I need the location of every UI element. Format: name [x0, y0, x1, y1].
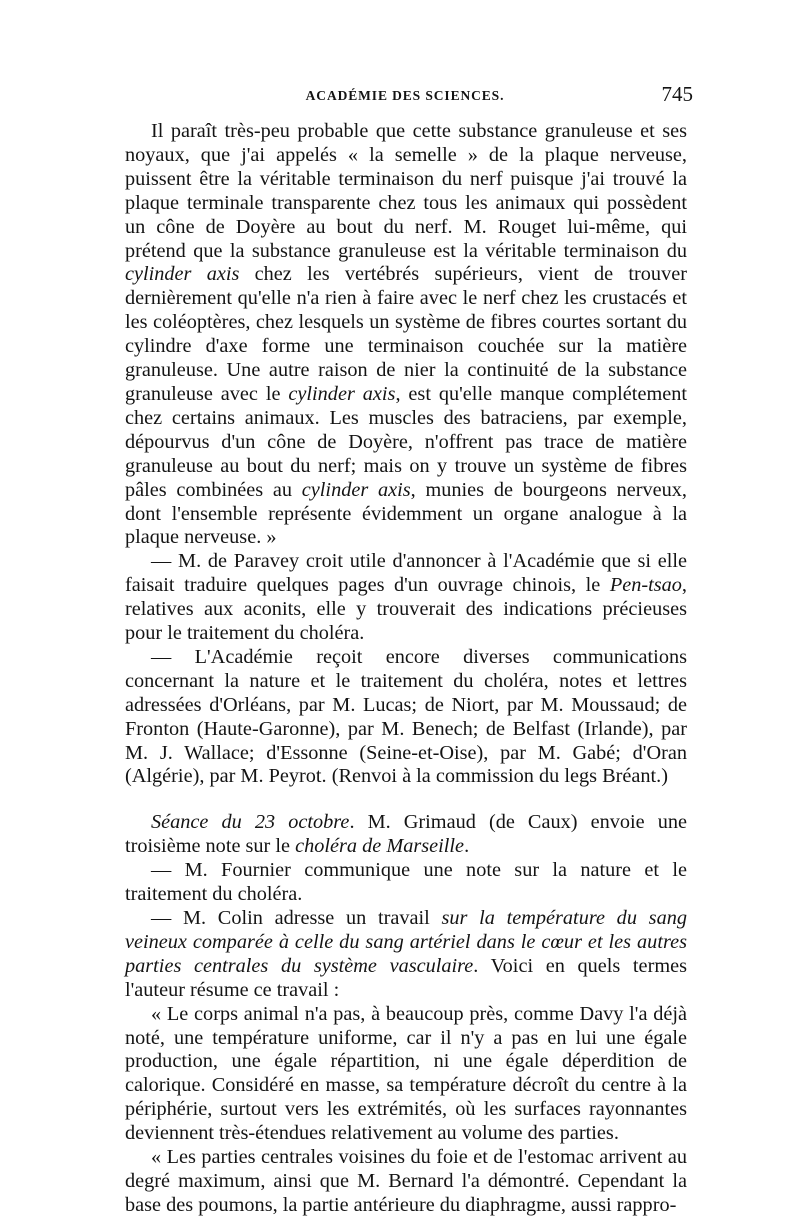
italic-text: Pen-tsao	[609, 574, 682, 597]
text-run: — M. Fournier communique une note sur la nature et le traitement du choléra.	[125, 859, 687, 906]
text-run: chez les vertébrés supérieurs, vient de trouver dernièrement qu'elle n'a rien à faire avec le nerf chez les crustacés et les coléoptères, chez lesquels un système de fibres courtes sortant du cylindre d'axe forme une terminaison couchée sur la matière granuleuse. Une autre raison de nier la continuité de la substance granuleuse avec le	[125, 263, 687, 405]
paragraph	[125, 120, 687, 550]
paragraph	[125, 646, 687, 789]
paragraph	[125, 1003, 687, 1146]
text-run: — L'Académie reçoit encore diverses communications concernant la nature et le traitement du choléra, notes et lettres adressées d'Orléans, par M. Lucas; de Niort, par M. Moussaud; de Fronton (Haute-Garonne), par M. Benech; de Belfast (Irlande), par M. J. Wallace; d'Essonne (Seine-et-Oise), par M. Gabé; d'Oran (Algérie), par M. Peyrot. (Renvoi à la commission du legs Bréant.)	[125, 645, 687, 788]
text-run: — M. de Paravey croit utile d'annoncer à l'Académie que si elle faisait traduire quelques pages d'un ouvrage chinois, le	[125, 550, 687, 597]
paragraph	[125, 907, 687, 1003]
text-run: , relatives aux aconits, elle y trouverait des indications précieuses pour le traitement du choléra.	[125, 574, 687, 645]
running-title: ACADÉMIE DES SCIENCES.	[305, 88, 505, 103]
running-head	[125, 82, 693, 112]
text-run: « Les parties centrales voisines du foie et de l'estomac arrivent au degré maximum, ainsi que M. Bernard l'a démontré. Cependant la base des poumons, la partie antérieure du diaphragme, aussi rappro-	[125, 1146, 687, 1216]
paragraph	[125, 1146, 687, 1218]
italic-text: sur la température du sang veineux comparée à celle du sang artériel dans le cœur et les autres parties centrales du système vasculaire	[125, 907, 687, 977]
paragraph	[125, 859, 687, 907]
text-run: , munies de bourgeons nerveux, dont l'ensemble représente évidemment un organe analogue à la plaque nerveuse. »	[125, 478, 687, 549]
text-run: . Voici en quels termes l'auteur résume ce travail :	[125, 954, 687, 1001]
italic-text: cylinder axis	[125, 263, 240, 286]
italic-text: choléra de Marseille	[295, 835, 465, 858]
section-gap	[125, 789, 687, 811]
italic-text: cylinder axis	[288, 382, 396, 405]
italic-text: cylinder axis	[301, 478, 411, 501]
italic-text: Séance du 23 octobre	[151, 811, 350, 834]
text-run: . M. Grimaud (de Caux) envoie une troisième note sur le	[125, 811, 687, 858]
text-run: « Le corps animal n'a pas, à beaucoup près, comme Davy l'a déjà noté, une température uniforme, car il n'y a pas en lui une égale production, une égale répartition, ni une égale déperdition de calorique. Considéré en masse, sa température décroît du centre à la périphérie, surtout vers les extrémités, où les surfaces rayonnantes deviennent très-étendues relativement au volume des parties.	[125, 1002, 687, 1145]
paragraph	[125, 550, 687, 646]
text-run: , est qu'elle manque complétement chez certains animaux. Les muscles des batraciens, par exemple, dépourvus d'un cône de Doyère, n'offrent pas trace de matière granuleuse au bout du nerf; mais on y trouve un système de fibres pâles combinées au	[125, 382, 687, 501]
text-run: Il paraît très-peu probable que cette substance granuleuse et ses noyaux, que j'ai appelés « la semelle » de la plaque nerveuse, puissent être la véritable terminaison du nerf puisque j'ai trouvé la plaque terminale transparente chez tous les animaux qui possèdent un cône de Doyère au bout du nerf. M. Rouget lui-même, qui prétend que la substance granuleuse est la véritable terminaison du	[125, 120, 687, 262]
page-number: 745	[661, 82, 693, 106]
text-run: — M. Colin adresse un travail	[151, 907, 442, 929]
body-text	[125, 120, 687, 1218]
text-run: .	[464, 835, 470, 858]
paragraph	[125, 811, 687, 859]
